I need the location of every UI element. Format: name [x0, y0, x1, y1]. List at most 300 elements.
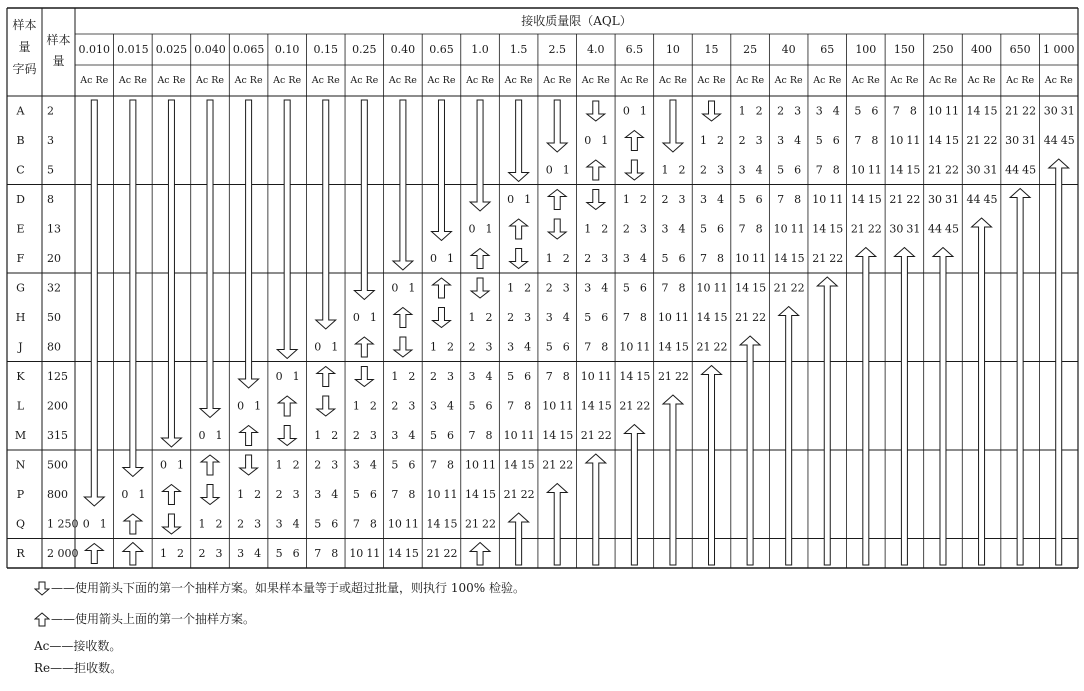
down-arrow-icon — [432, 308, 450, 328]
re-value: 22 — [790, 281, 805, 295]
re-value: 3 — [485, 340, 493, 354]
long-down-arrow-icon — [123, 100, 143, 477]
ac-value: 14 — [657, 340, 672, 354]
re-value: 11 — [636, 340, 651, 354]
aql-value-7: 0.25 — [352, 43, 377, 56]
long-down-arrow-icon — [277, 100, 297, 359]
up-arrow-icon — [162, 485, 180, 505]
row-code: K — [16, 369, 25, 383]
ac-re-label: Ac Re — [388, 75, 417, 86]
re-value: 6 — [408, 458, 416, 472]
down-arrow-icon — [548, 219, 566, 239]
row-code: C — [16, 163, 25, 177]
ac-value: 0 — [545, 163, 553, 177]
row-size: 200 — [47, 399, 68, 413]
ac-value: 2 — [622, 222, 630, 236]
re-value: 11 — [944, 104, 959, 118]
re-value: 4 — [562, 310, 570, 324]
ac-value: 5 — [275, 546, 283, 560]
ac-re-label: Ac Re — [851, 75, 880, 86]
re-value: 2 — [639, 192, 647, 206]
ac-value: 14 — [850, 192, 865, 206]
aql-value-12: 2.5 — [548, 43, 566, 56]
ac-value: 10 — [387, 517, 402, 531]
re-value: 3 — [369, 428, 377, 442]
re-value: 22 — [559, 458, 574, 472]
long-down-arrow-icon — [509, 100, 529, 182]
up-arrow-icon — [587, 160, 605, 180]
re-value: 2 — [601, 222, 609, 236]
ac-value: 14 — [966, 104, 981, 118]
ac-value: 21 — [812, 251, 827, 265]
re-value: 31 — [1060, 104, 1075, 118]
ac-value: 7 — [507, 399, 515, 413]
row-size: 32 — [47, 281, 61, 295]
re-value: 8 — [794, 192, 802, 206]
long-down-arrow-icon — [431, 100, 451, 241]
ac-value: 3 — [468, 369, 476, 383]
re-value: 11 — [829, 192, 844, 206]
ac-value: 10 — [735, 251, 750, 265]
ac-value: 1 — [738, 104, 746, 118]
long-down-arrow-icon — [663, 100, 683, 152]
ac-value: 5 — [854, 104, 862, 118]
ac-value: 14 — [580, 399, 595, 413]
row-size: 20 — [47, 251, 61, 265]
ac-value: 7 — [700, 251, 708, 265]
ac-value: 1 — [468, 310, 476, 324]
re-value: 4 — [755, 163, 763, 177]
ac-value: 21 — [773, 281, 788, 295]
ac-value: 10 — [696, 281, 711, 295]
ac-value: 2 — [237, 517, 245, 531]
down-arrow-icon — [510, 249, 528, 269]
ac-value: 2 — [429, 369, 437, 383]
re-value: 22 — [520, 487, 535, 501]
re-value: 8 — [601, 340, 609, 354]
ac-value: 0 — [198, 428, 206, 442]
re-value: 4 — [794, 133, 802, 147]
ac-re-label: Ac Re — [350, 75, 379, 86]
ac-value: 21 — [426, 546, 441, 560]
up-arrow-icon — [355, 337, 373, 357]
long-up-arrow-icon — [470, 543, 490, 566]
ac-value: 0 — [507, 192, 515, 206]
aql-value-24: 650 — [1009, 43, 1031, 56]
ac-value: 14 — [465, 487, 480, 501]
ac-value: 14 — [812, 222, 827, 236]
re-value: 3 — [446, 369, 454, 383]
ac-re-label: Ac Re — [427, 75, 456, 86]
ac-value: 30 — [889, 222, 904, 236]
re-value: 1 — [331, 340, 339, 354]
re-value: 22 — [636, 399, 651, 413]
row-code: P — [16, 487, 25, 501]
row-code: N — [15, 458, 26, 472]
legend-ac: Ac——接收数。 — [34, 639, 122, 653]
aql-value-8: 0.40 — [390, 43, 416, 56]
re-value: 2 — [369, 399, 377, 413]
re-value: 22 — [944, 163, 959, 177]
long-down-arrow-icon — [354, 100, 374, 300]
aql-value-17: 25 — [743, 43, 758, 56]
ac-value: 14 — [696, 310, 711, 324]
ac-value: 7 — [622, 310, 630, 324]
down-arrow-icon — [278, 426, 296, 446]
ac-value: 0 — [314, 340, 322, 354]
re-value: 1 — [215, 428, 223, 442]
re-value: 4 — [717, 192, 725, 206]
aql-value-23: 400 — [971, 43, 993, 56]
ac-re-label: Ac Re — [1044, 75, 1073, 86]
ac-value: 1 — [622, 192, 630, 206]
code-label-line: 字码 — [12, 62, 37, 76]
ac-re-label: Ac Re — [774, 75, 803, 86]
re-value: 4 — [485, 369, 493, 383]
ac-value: 14 — [773, 251, 788, 265]
ac-value: 2 — [700, 163, 708, 177]
ac-value: 10 — [503, 428, 518, 442]
down-arrow-icon — [471, 278, 489, 298]
ac-value: 44 — [927, 222, 942, 236]
re-value: 11 — [867, 163, 882, 177]
re-value: 22 — [597, 428, 612, 442]
re-value: 2 — [562, 251, 570, 265]
ac-value: 2 — [661, 192, 669, 206]
row-size: 8 — [47, 192, 54, 206]
re-value: 6 — [524, 369, 532, 383]
ac-value: 3 — [777, 133, 785, 147]
ac-value: 10 — [812, 192, 827, 206]
ac-value: 7 — [314, 546, 322, 560]
aql-value-25: 1 000 — [1042, 43, 1075, 56]
re-value: 2 — [176, 546, 184, 560]
ac-value: 7 — [777, 192, 785, 206]
re-value: 3 — [601, 251, 609, 265]
re-value: 2 — [292, 458, 300, 472]
re-value: 3 — [292, 487, 300, 501]
row-code: E — [16, 222, 25, 236]
re-value: 3 — [254, 517, 262, 531]
aql-value-21: 150 — [893, 43, 915, 56]
re-value: 15 — [829, 222, 844, 236]
down-arrow-icon — [587, 190, 605, 210]
ac-re-label: Ac Re — [1006, 75, 1035, 86]
re-value: 4 — [331, 487, 339, 501]
ac-value: 5 — [391, 458, 399, 472]
ac-value: 7 — [584, 340, 592, 354]
ac-value: 7 — [352, 517, 360, 531]
ac-value: 3 — [661, 222, 669, 236]
ac-value: 1 — [661, 163, 669, 177]
ac-value: 2 — [314, 458, 322, 472]
re-value: 8 — [871, 133, 879, 147]
ac-value: 5 — [352, 487, 360, 501]
ac-value: 5 — [545, 340, 553, 354]
row-code: L — [16, 399, 25, 413]
up-arrow-icon — [240, 426, 258, 446]
ac-value: 3 — [352, 458, 360, 472]
re-value: 4 — [524, 340, 532, 354]
re-value: 8 — [408, 487, 416, 501]
ac-value: 0 — [429, 251, 437, 265]
re-value: 3 — [562, 281, 570, 295]
ac-value: 21 — [580, 428, 595, 442]
aql-value-0: 0.010 — [78, 43, 111, 56]
re-value: 15 — [674, 340, 689, 354]
ac-re-label: Ac Re — [466, 75, 495, 86]
up-arrow-icon — [548, 190, 566, 210]
long-down-arrow-icon — [84, 100, 104, 506]
ac-value: 7 — [429, 458, 437, 472]
re-value: 2 — [524, 281, 532, 295]
up-arrow-icon — [201, 455, 219, 475]
ac-value: 7 — [738, 222, 746, 236]
row-code: R — [16, 546, 25, 560]
ac-re-label: Ac Re — [813, 75, 842, 86]
code-label-line: 样本 — [12, 18, 37, 32]
aql-value-13: 4.0 — [587, 43, 605, 56]
re-value: 8 — [909, 104, 917, 118]
ac-value: 2 — [507, 310, 515, 324]
re-value: 6 — [601, 310, 609, 324]
ac-re-label: Ac Re — [234, 75, 263, 86]
ac-value: 1 — [507, 281, 515, 295]
row-size: 2 — [47, 104, 54, 118]
long-down-arrow-icon — [547, 100, 567, 152]
re-value: 22 — [713, 340, 728, 354]
re-value: 15 — [404, 546, 419, 560]
ac-value: 30 — [1043, 104, 1058, 118]
re-value: 8 — [717, 251, 725, 265]
re-value: 2 — [331, 428, 339, 442]
ac-value: 44 — [1005, 163, 1020, 177]
down-arrow-icon — [34, 581, 50, 596]
ac-value: 10 — [465, 458, 480, 472]
re-value: 11 — [443, 487, 458, 501]
aql-value-5: 0.10 — [274, 43, 300, 56]
re-value: 1 — [601, 133, 609, 147]
ac-re-label: Ac Re — [620, 75, 649, 86]
re-value: 4 — [639, 251, 647, 265]
long-up-arrow-icon — [817, 277, 837, 565]
ac-value: 0 — [584, 133, 592, 147]
re-value: 6 — [794, 163, 802, 177]
re-value: 15 — [443, 517, 458, 531]
ac-value: 21 — [735, 310, 750, 324]
ac-value: 3 — [507, 340, 515, 354]
aql-value-6: 0.15 — [313, 43, 338, 56]
re-value: 1 — [138, 487, 146, 501]
re-value: 11 — [906, 133, 921, 147]
long-up-arrow-icon — [702, 366, 722, 566]
ac-value: 1 — [198, 517, 206, 531]
re-value: 6 — [678, 251, 686, 265]
up-arrow-icon — [278, 396, 296, 416]
ac-value: 0 — [275, 369, 283, 383]
re-value: 31 — [944, 192, 959, 206]
re-value: 4 — [601, 281, 609, 295]
aql-value-11: 1.5 — [509, 43, 528, 56]
re-value: 8 — [446, 458, 454, 472]
ac-value: 21 — [503, 487, 518, 501]
ac-value: 5 — [815, 133, 823, 147]
row-size: 125 — [47, 369, 68, 383]
ac-value: 2 — [468, 340, 476, 354]
legend-re: Re——拒收数。 — [34, 661, 123, 675]
legend-up-text: ——使用箭头上面的第一个抽样方案。 — [51, 612, 256, 626]
re-value: 15 — [983, 104, 998, 118]
re-value: 15 — [906, 163, 921, 177]
re-value: 8 — [639, 310, 647, 324]
re-value: 6 — [331, 517, 339, 531]
ac-value: 21 — [696, 340, 711, 354]
ac-value: 7 — [661, 281, 669, 295]
ac-re-label: Ac Re — [273, 75, 302, 86]
ac-value: 1 — [584, 222, 592, 236]
aql-value-16: 15 — [704, 43, 719, 56]
re-value: 15 — [867, 192, 882, 206]
ac-value: 5 — [507, 369, 515, 383]
re-value: 8 — [678, 281, 686, 295]
ac-value: 3 — [815, 104, 823, 118]
re-value: 1 — [639, 104, 647, 118]
ac-value: 2 — [738, 133, 746, 147]
long-up-arrow-icon — [663, 395, 683, 565]
re-value: 4 — [292, 517, 300, 531]
ac-value: 10 — [426, 487, 441, 501]
ac-value: 5 — [738, 192, 746, 206]
re-value: 8 — [562, 369, 570, 383]
ac-re-label: Ac Re — [736, 75, 765, 86]
ac-value: 14 — [927, 133, 942, 147]
re-value: 6 — [832, 133, 840, 147]
ac-value: 1 — [159, 546, 167, 560]
ac-value: 21 — [966, 133, 981, 147]
ac-value: 1 — [429, 340, 437, 354]
ac-value: 1 — [275, 458, 283, 472]
ac-value: 14 — [503, 458, 518, 472]
ac-value: 2 — [352, 428, 360, 442]
ac-value: 0 — [237, 399, 245, 413]
re-value: 3 — [717, 163, 725, 177]
ac-value: 2 — [584, 251, 592, 265]
re-value: 2 — [755, 104, 763, 118]
ac-value: 3 — [622, 251, 630, 265]
ac-value: 1 — [352, 399, 360, 413]
re-value: 15 — [520, 458, 535, 472]
re-value: 8 — [331, 546, 339, 560]
re-value: 8 — [832, 163, 840, 177]
ac-value: 10 — [580, 369, 595, 383]
up-arrow-icon — [471, 249, 489, 269]
ac-value: 10 — [542, 399, 557, 413]
down-arrow-icon — [394, 337, 412, 357]
re-value: 2 — [408, 369, 416, 383]
re-value: 22 — [674, 369, 689, 383]
aql-value-14: 6.5 — [625, 43, 644, 56]
re-value: 45 — [1060, 133, 1075, 147]
re-value: 4 — [446, 399, 454, 413]
ac-re-label: Ac Re — [890, 75, 919, 86]
ac-value: 0 — [468, 222, 476, 236]
re-value: 11 — [559, 399, 574, 413]
ac-value: 3 — [391, 428, 399, 442]
ac-value: 7 — [545, 369, 553, 383]
re-value: 2 — [485, 310, 493, 324]
ac-value: 0 — [121, 487, 129, 501]
long-up-arrow-icon — [1010, 189, 1030, 566]
ac-value: 14 — [542, 428, 557, 442]
ac-value: 21 — [657, 369, 672, 383]
ac-value: 21 — [850, 222, 865, 236]
ac-value: 30 — [966, 163, 981, 177]
row-size: 5 — [47, 163, 54, 177]
aql-value-15: 10 — [665, 43, 680, 56]
re-value: 22 — [1022, 104, 1037, 118]
long-up-arrow-icon — [547, 484, 567, 566]
ac-value: 7 — [854, 133, 862, 147]
re-value: 31 — [983, 163, 998, 177]
re-value: 45 — [944, 222, 959, 236]
ac-value: 3 — [314, 487, 322, 501]
long-up-arrow-icon — [894, 248, 914, 566]
ac-re-label: Ac Re — [311, 75, 340, 86]
row-size: 315 — [47, 428, 68, 442]
ac-value: 21 — [542, 458, 557, 472]
ac-value: 44 — [966, 192, 981, 206]
ac-value: 7 — [892, 104, 900, 118]
re-value: 3 — [215, 546, 223, 560]
re-value: 6 — [485, 399, 493, 413]
down-arrow-icon — [240, 455, 258, 475]
row-code: B — [16, 133, 25, 147]
ac-value: 3 — [584, 281, 592, 295]
ac-re-label: Ac Re — [80, 75, 109, 86]
row-code: G — [16, 281, 25, 295]
ac-value: 21 — [1005, 104, 1020, 118]
re-value: 4 — [408, 428, 416, 442]
row-size: 3 — [47, 133, 54, 147]
ac-re-label: Ac Re — [118, 75, 147, 86]
ac-value: 5 — [314, 517, 322, 531]
ac-value: 3 — [700, 192, 708, 206]
re-value: 4 — [678, 222, 686, 236]
ac-value: 21 — [927, 163, 942, 177]
ac-value: 5 — [661, 251, 669, 265]
ac-re-label: Ac Re — [697, 75, 726, 86]
long-down-arrow-icon — [470, 100, 490, 211]
ac-value: 1 — [314, 428, 322, 442]
re-value: 2 — [717, 133, 725, 147]
re-value: 2 — [678, 163, 686, 177]
row-code: J — [18, 340, 23, 354]
aql-value-2: 0.025 — [155, 43, 188, 56]
aql-value-18: 40 — [781, 43, 796, 56]
up-arrow-icon — [432, 278, 450, 298]
up-arrow-icon — [85, 544, 103, 564]
row-size: 80 — [47, 340, 61, 354]
re-value: 3 — [794, 104, 802, 118]
ac-value: 2 — [198, 546, 206, 560]
re-value: 4 — [832, 104, 840, 118]
re-value: 1 — [99, 517, 107, 531]
ac-re-label: Ac Re — [967, 75, 996, 86]
ac-re-label: Ac Re — [504, 75, 533, 86]
re-value: 2 — [446, 340, 454, 354]
ac-value: 0 — [82, 517, 90, 531]
ac-value: 30 — [1005, 133, 1020, 147]
